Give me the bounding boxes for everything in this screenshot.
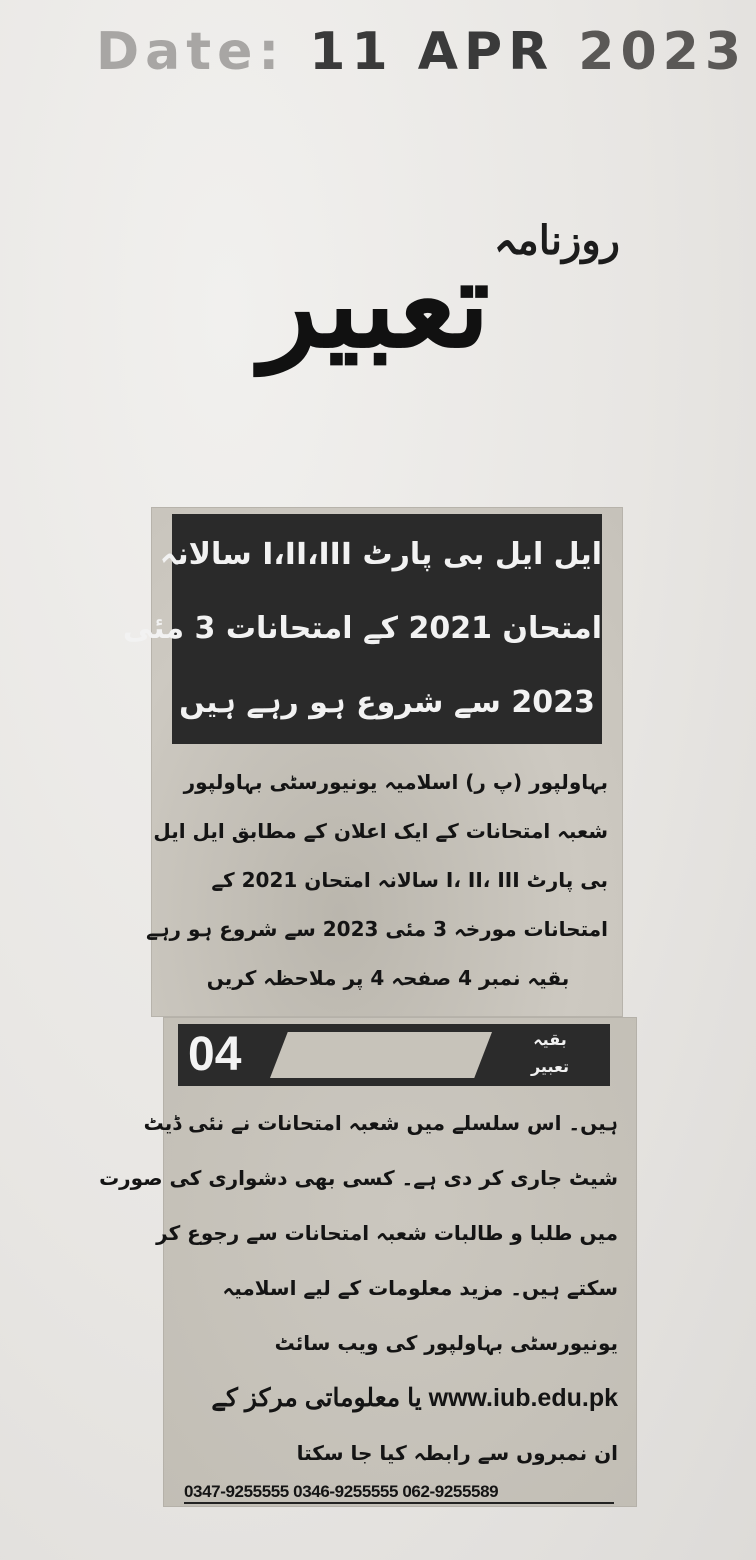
banner-label-line: تعبیر	[530, 1057, 570, 1076]
news-clipping	[122, 508, 622, 1016]
continuation-body	[99, 1096, 618, 1481]
masthead-name: تعبیر	[260, 234, 490, 375]
banner-label-line: بقیہ	[533, 1030, 567, 1049]
headline-line: ایل ایل بی پارٹ I،II،III سالانہ	[159, 537, 602, 572]
body-line: شیٹ جاری کر دی ہے۔ کسی بھی دشواری کی صورت	[99, 1166, 618, 1190]
newspaper-masthead	[260, 205, 640, 415]
banner-divider	[270, 1032, 492, 1078]
body-line: سکتے ہیں۔ مزید معلومات کے لیے اسلامیہ	[222, 1276, 618, 1300]
continuation-clipping	[99, 1018, 636, 1506]
body-line-website: www.iub.edu.pk یا معلوماتی مرکز کے	[211, 1384, 618, 1412]
headline-line: امتحان 2021 کے امتحانات 3 مئی	[122, 611, 602, 646]
article-headline	[122, 514, 602, 744]
banner-page-number: 04	[188, 1028, 242, 1081]
body-line: امتحانات مورخہ 3 مئی 2023 سے شروع ہو رہے	[146, 917, 608, 941]
contact-phone-numbers: 0347-9255555 0346-9255555 062-9255589	[184, 1482, 614, 1504]
body-line: یونیورسٹی بہاولپور کی ویب سائٹ	[274, 1331, 618, 1355]
headline-line: 2023 سے شروع ہو رہے ہیں	[179, 685, 595, 720]
continued-note: بقیہ نمبر 4 صفحہ 4 پر ملاحظہ کریں	[206, 966, 570, 990]
body-line: ان نمبروں سے رابطہ کیا جا سکتا	[296, 1441, 618, 1465]
article-body	[146, 758, 608, 1003]
date-stamp-label: Date:	[96, 22, 286, 82]
date-stamp-year: 2023	[578, 22, 748, 82]
masthead-prefix: روزنامہ	[493, 217, 620, 264]
banner-label	[500, 1026, 600, 1080]
body-line: بی پارٹ I، II، III سالانہ امتحان 2021 کے	[211, 868, 608, 892]
body-line: بہاولپور (پ ر) اسلامیہ یونیورسٹی بہاولپور	[183, 770, 608, 794]
body-line: میں طلبا و طالبات شعبہ امتحانات سے رجوع کر	[156, 1221, 618, 1245]
date-stamp	[96, 22, 748, 82]
date-stamp-day-month: 11 APR	[309, 22, 555, 82]
body-line: ہیں۔ اس سلسلے میں شعبہ امتحانات نے نئی ڈیٹ	[143, 1111, 618, 1135]
continuation-banner	[178, 1024, 610, 1086]
body-line: شعبہ امتحانات کے ایک اعلان کے مطابق ایل ایل	[153, 819, 608, 843]
